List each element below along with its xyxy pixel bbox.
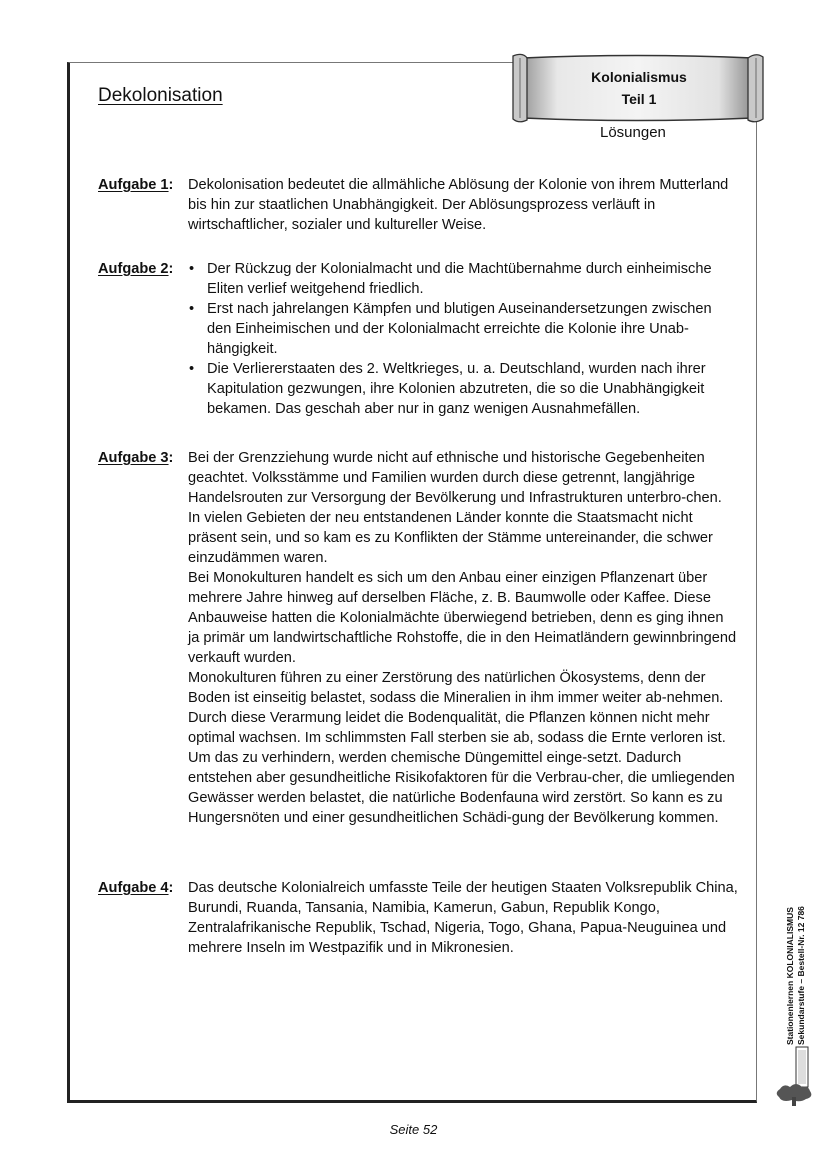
task-1-text: Dekolonisation bedeutet die allmähliche Ablösung der Kolonie von ihrem Mutterland bis hin zur staatlichen Unabhängigkeit. Der Ablösungsprozess verläuft in wirtschaftlicher, sozialer und kultureller Weise. [188,177,729,233]
task-3-paragraph: Bei der Grenzziehung wurde nicht auf ethnische und historische Gegebenheiten geachtet. Volksstämme und Familien wurden durch diese getrennt, langjährige Handelsrouten zur Versorgung der Bevölkerung und Infrastrukturen unterbro-chen. In vielen Gebieten der neu entstandenen Länder konnte die Staatsmacht nicht präsent sein, und so kam es zu Konflikten der Stämme untereinander, die schwer einzudämmen waren. [188,450,722,566]
publisher-sidebar [785,855,827,1045]
task-label: Aufgabe 3: [98,450,174,466]
task-4-text: Das deutsche Kolonialreich umfasste Teile der heutigen Staaten Volksrepublik China, Burundi, Ruanda, Tansania, Namibia, Kamerun, Gabun, Republik Kongo, Zentralafrikanische Republik, Tschad, Nigeria, Togo, Ghana, Papua-Neuguinea und mehrere Inseln im Westpazifik und in Mikronesien. [188,880,738,956]
list-item: • Die Verliererstaaten des 2. Weltkrieges, u. a. Deutschland, wurden nach ihrer Kapitulation gezwungen, ihre Kolonien abzutreten, die so die Unabhängigkeit bekamen. Das geschah aber nur in ganz wenigen Ausnahmefällen. [189,361,706,417]
publisher-logo-icon [774,1045,814,1107]
solutions-subtitle: Lösungen [600,124,666,141]
task-label: Aufgabe 1: [98,177,174,193]
task-3-paragraph: Monokulturen führen zu einer Zerstörung des natürlichen Ökosystems, denn der Boden ist einseitig belastet, sodass die Mineralien in ihm immer weiter ab-nehmen. Durch diese Verarmung leidet die Bodenqualität, die Pflanzen können nicht mehr optimal wachsen. Im schlimmsten Fall sterben sie ab, sodass die Ernte verloren ist. Um das zu verhindern, werden chemische Düngemittel einge-setzt. Dadurch entstehen aber gesundheitliche Risikofaktoren für die Verbrau-cher, die umliegenden Gewässer werden belastet, die natürliche Bodenfauna wird zerstört. So kann es zu Hungersnöten und einer gesundheitlichen Schädi-gung der Bevölkerung kommen. [188,670,735,826]
list-item: • Der Rückzug der Kolonialmacht und die Machtübernahme durch einheimische Eliten verlief weitgehend friedlich. [189,261,712,297]
task-2-list [188,259,738,419]
sidebar-line-1: Stationenlernen KOLONIALISMUS [785,907,795,1045]
page-number: Seite 52 [389,1122,438,1137]
sidebar-line-2: Sekundarstufe – Bestell-Nr. 12 786 [796,906,806,1045]
list-item: • Erst nach jahrelangen Kämpfen und blutigen Auseinandersetzungen zwischen den Einheimischen und der Kolonialmacht erreichte die Kolonie ihre Unab-hängigkeit. [189,301,712,357]
page-title: Dekolonisation [98,85,223,106]
scroll-banner-label [549,66,729,110]
task-label: Aufgabe 2: [98,261,174,277]
task-3-paragraph: Bei Monokulturen handelt es sich um den Anbau einer einzigen Pflanzenart über mehrere Jahre hinweg auf derselben Fläche, z. B. Baumwolle oder Kaffee. Diese Anbauweise hatten die Kolonialmächte überwiegend betrieben, denn es ging ihnen ja primär um landwirtschaftliche Rohstoffe, die in den Heimatländern gewinnbringend verkauft wurden. [188,570,737,666]
scroll-line-2: Teil 1 [621,91,657,107]
scroll-line-1: Kolonialismus [591,69,687,85]
task-label: Aufgabe 4: [98,880,174,896]
